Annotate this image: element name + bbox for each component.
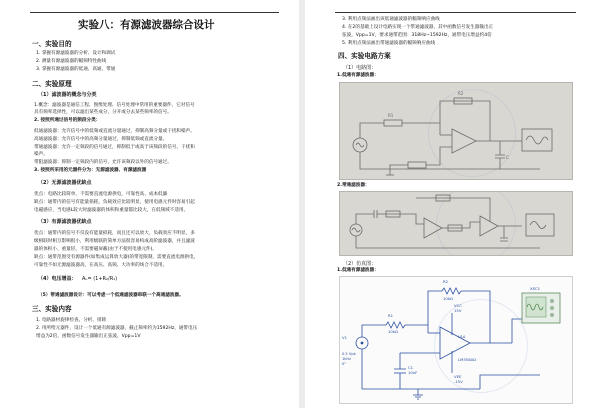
paragraph-line: 器的体积小、重量轻、不需要磁屏蔽(由于不使用电感元件)。 <box>34 247 158 252</box>
content-item: 弦波，Vpp=1V，要求通带范围：318Hz~1592Hz，通带电压增益约4倍 <box>342 33 492 38</box>
vcc-voltage: 15V <box>454 308 462 313</box>
subheading-band-classification: 2. 按照所通过信号的频段分类： <box>34 118 101 123</box>
vee-voltage: -15V <box>454 379 463 384</box>
section-heading-content: 三、实验内容 <box>32 305 72 313</box>
section-heading-circuit-plan: 四、实验电路方案 <box>338 52 391 60</box>
lowpass-simulation-schematic <box>339 276 573 404</box>
document-page-right <box>305 0 606 408</box>
content-item: 增益为2倍，函数信号发生器输出正弦波，Vpp=1V <box>36 334 141 339</box>
section-heading-objectives: 一、实验目的 <box>32 40 72 48</box>
paragraph-line: 缺点：通带范围受有源器件(如集成运算放大器)的带宽限制，需要直流电源供电， <box>34 255 199 260</box>
content-item: 2. 用所给元器件，设计一个低通有源滤波器，截止频率约为1592Hz，通带电压 <box>36 326 198 331</box>
paragraph-line: 优点：通带内的信号不仅没有能量损耗，而且还可以放大，负载效应不明显，多 <box>34 231 195 236</box>
bandpass-circuit-photo <box>339 191 573 256</box>
paragraph-line: 带通滤波器：允许一定频段的信号通过，抑制低于或高于该频段的信号、干扰和 <box>34 145 195 150</box>
subheading-gain: （4）电压增益： <box>38 276 77 282</box>
svg-text:R2: R2 <box>458 91 464 96</box>
svg-text:R1: R1 <box>388 113 394 118</box>
caption-lowpass: 1.低通有源滤波器： <box>337 73 379 78</box>
subheading-active: （3）有源滤波器优缺点 <box>38 219 92 225</box>
subheading-element-classification: 3. 按照所采用的元器件分为：无源滤波器、有源滤波器 <box>34 168 147 173</box>
objective-item: 2. 测量有源滤波器的幅频特性曲线 <box>36 59 107 64</box>
subheading-simulation: （2）仿真图： <box>343 261 377 267</box>
paragraph-line: 电磁感应，当电感L较大时滤波器的体积和重量都比较大，在低频域不适用。 <box>34 208 189 213</box>
subheading-bandpass-design: （5）带通滤波器设计：可以考虑一个低通滤波器串联一个高通滤波器。 <box>38 293 184 298</box>
r2-value: 10kΩ <box>443 296 453 301</box>
paragraph-line: 可靠性不如无源滤波器高，在高压、高频、大功率的场合不适用。 <box>34 263 168 268</box>
caption-simulation-lowpass: 1.低通有源滤波器： <box>337 268 379 273</box>
source-phase: 0° <box>342 362 347 366</box>
r2-label: R2 <box>443 279 449 284</box>
hand-drawn-bandpass-schematic <box>340 192 572 255</box>
c1-label: C1 <box>408 365 414 370</box>
opamp-ref-label: U1A <box>458 335 466 339</box>
paragraph-line: 1.概念：滤波器是通信工程、图像处理、信号处理中常用的重要器件，它对信号 <box>34 103 195 108</box>
caption-bandpass: 2.带通滤波器： <box>337 183 370 188</box>
svg-text:C: C <box>506 155 509 160</box>
vcc-label: VCC <box>454 303 462 308</box>
paragraph-line: 优点：电路比较简单，不需要直流电源供电，可靠性高、成本低廉 <box>34 192 168 197</box>
content-item: 3. 利用点频法画出该低通滤波器的幅频响应曲线 <box>342 17 440 22</box>
page-title: 实验八：有源滤波器综合设计 <box>78 19 215 31</box>
content-item: 4. 在2的基础上设计电路实现一个带通滤波器，其中函数信号发生器输出正 <box>342 25 494 30</box>
paragraph-line: 噪声。 <box>34 152 48 157</box>
r1-value: 10kΩ <box>388 329 398 334</box>
paragraph-line: 低通滤波器：允许信号中的低频或直流分量通过，抑制高频分量或干扰和噪声。 <box>34 129 195 134</box>
oscilloscope-label: XSC1 <box>530 286 541 291</box>
section-heading-principle: 二、实验原理 <box>32 80 72 88</box>
paragraph-line: 具有频率选择性，可以滤出某些成分，分开或分去某些频率的信号。 <box>34 110 172 115</box>
subheading-concept: （1）滤波器的概念与分类 <box>38 92 97 98</box>
header-rule <box>335 12 576 13</box>
content-item: 5. 利用点频法画出带通滤波器的幅频响应曲线 <box>342 41 436 46</box>
document-page-left <box>0 0 299 408</box>
hand-drawn-lowpass-schematic <box>340 83 572 179</box>
c1-value: 10nF <box>408 370 418 375</box>
paragraph-line: 缺点：通带内的信号有能量损耗，负载效应比较明显，使用电感元件时容易引起 <box>34 200 195 205</box>
subheading-circuit-diagram: （1）电路图： <box>343 65 377 71</box>
gain-formula: Aᵤ= (1+R₂/R₁) <box>82 276 118 282</box>
objective-item: 3. 掌握有源滤波器的低通、高通、带通 <box>36 67 116 72</box>
objective-item: 1. 掌握有源滤波器的分析、设计和调试 <box>36 51 116 56</box>
paragraph-line: 高通滤波器：允许信号中的高频分量通过，抑制低频或直流分量。 <box>34 137 168 142</box>
vee-label: VEE <box>454 374 462 379</box>
content-item: 1. 电路器材旋律检查、分析、排除 <box>36 318 107 323</box>
opamp-model-label: LM358AD <box>458 357 477 362</box>
paragraph-line: 级相联时相互影响很小，利用级联的简单方法很容易构成高阶滤波器，并且滤波 <box>34 239 195 244</box>
paragraph-line: 带阻滤波器：抑制一定频段内的信号，允许该频段以外的信号通过。 <box>34 160 172 165</box>
source-amplitude: 0.5 Vpk <box>342 352 356 356</box>
r1-label: R1 <box>388 313 394 318</box>
source-label: V1 <box>342 335 348 340</box>
header-rule <box>30 12 279 13</box>
source-frequency: 1kHz <box>342 357 351 361</box>
lowpass-circuit-photo <box>339 82 573 180</box>
subheading-passive: （2）无源滤波器优缺点 <box>38 180 92 186</box>
